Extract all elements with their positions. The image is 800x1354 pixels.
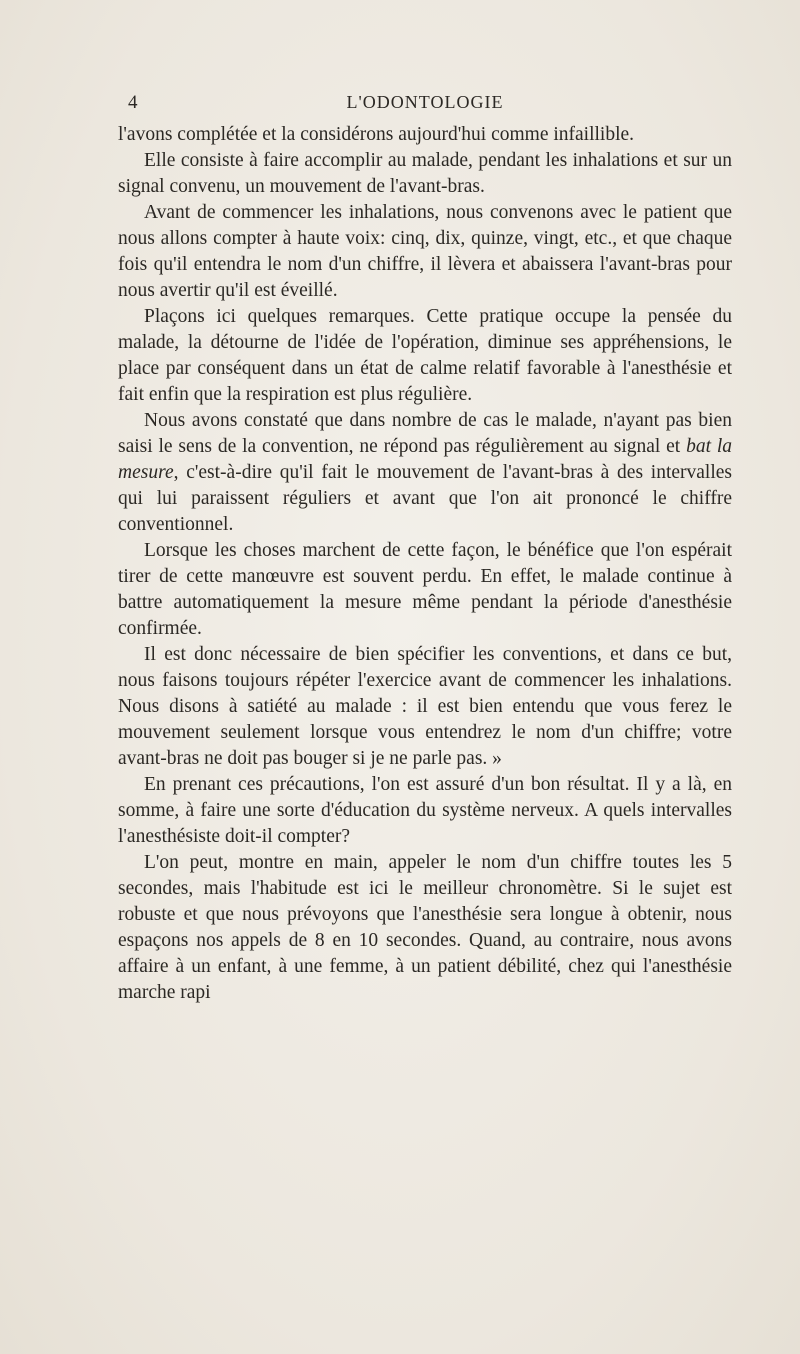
paragraph: l'avons complétée et la considérons aujourd'hui comme infaillible. (118, 124, 635, 145)
paragraph: L'on peut, montre en main, appeler le nom d'un chiffre toutes les 5 secondes, mais l'habitude est ici le meilleur chronomètre. Si le sujet est robuste et que nous prévoyons que l'anesthésie sera longue à obtenir, nous espaçons nos appels de 8 en 10 secondes. Quand, au contraire, nous avons affaire à un enfant, à une femme, à un patient débilité, chez qui l'anesthésie marche rapi (118, 852, 732, 1003)
running-title: L'ODONTOLOGIE (346, 92, 504, 112)
paragraph: Elle consiste à faire accomplir au malade, pendant les inhalations et sur un signal convenu, un mouvement de l'avant-bras. (118, 150, 732, 197)
book-page (118, 88, 732, 1006)
paragraph-text: Nous avons constaté que dans nombre de cas le malade, n'ayant pas bien saisi le sens de la convention, ne répond pas régulièrement au signal et (118, 410, 732, 457)
page-number: 4 (128, 92, 138, 113)
body-text (118, 122, 732, 1006)
paragraph: Il est donc nécessaire de bien spécifier les conventions, et dans ce but, nous faisons toujours répéter l'exercice avant de commencer les inhalations. Nous disons à satiété au malade : il est bien entendu que vous ferez le mouvement seulement lorsque vous entendrez le nom d'un chiffre; votre avant-bras ne doit pas bouger si je ne parle pas. » (118, 644, 732, 769)
paragraph-text: , c'est-à-dire qu'il fait le mouvement de l'avant-bras à des intervalles qui lui paraissent réguliers et avant que l'on ait prononcé le chiffre conventionnel. (118, 462, 732, 535)
paragraph: Lorsque les choses marchent de cette façon, le bénéfice que l'on espérait tirer de cette manœuvre est souvent perdu. En effet, le malade continue à battre automatiquement la mesure même pendant la période d'anesthésie confirmée. (118, 540, 732, 639)
paragraph: En prenant ces précautions, l'on est assuré d'un bon résultat. Il y a là, en somme, à faire une sorte d'éducation du système nerveux. A quels intervalles l'anesthésiste doit-il compter? (118, 774, 732, 847)
paragraph (118, 408, 732, 538)
paragraph: Avant de commencer les inhalations, nous convenons avec le patient que nous allons compter à haute voix: cinq, dix, quinze, vingt, etc., et que chaque fois qu'il entendra le nom d'un chiffre, il lèvera et abaissera l'avant-bras pour nous avertir qu'il est éveillé. (118, 202, 732, 301)
paragraph: Plaçons ici quelques remarques. Cette pratique occupe la pensée du malade, la détourne de l'idée de l'opération, diminue ses appréhensions, le place par conséquent dans un état de calme relatif favorable à l'anesthésie et fait enfin que la respiration est plus régulière. (118, 306, 732, 405)
italic-phrase: bat la mesure (118, 436, 732, 483)
running-head (118, 88, 732, 122)
